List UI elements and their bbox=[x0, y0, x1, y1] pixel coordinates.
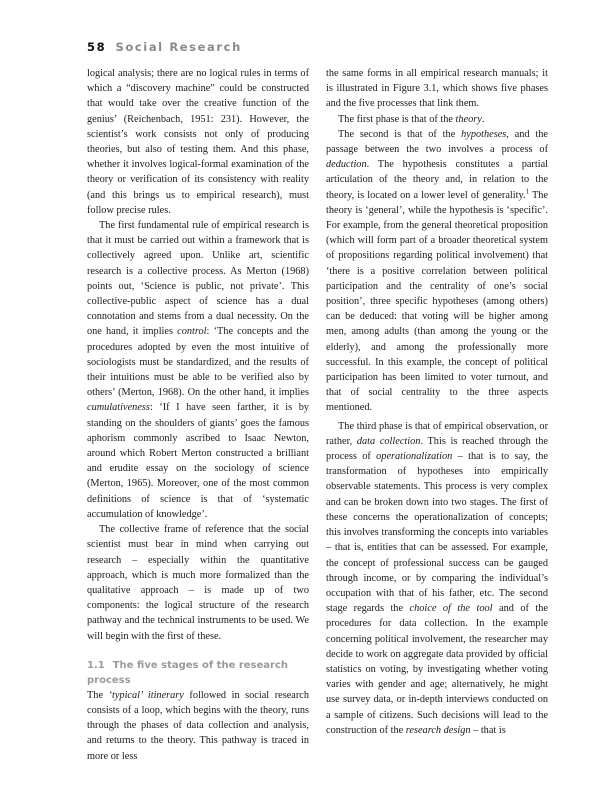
emphasis-research-design: research design bbox=[405, 724, 471, 736]
text-run: : ‘The concepts and the procedures adopted by even the most intuitive of sociologists must be standardized, and the results of their intuitions must be able to be verified also by others’ (Merton, 1968). On the other hand, it implies bbox=[87, 326, 309, 399]
emphasis-cumulativeness: cumulativeness bbox=[87, 402, 150, 414]
section-title: The five stages of the research process bbox=[87, 659, 289, 686]
right-paragraph-1: the same forms in all empirical research manuals; it is illustrated in Figure 3.1, which shows five phases and the five processes that link them. bbox=[326, 68, 548, 110]
text-run: followed in social research consists of a loop, which begins with the theory, runs through the phases of data collection and analysis, and returns to the theory. This pathway is traced in more or less bbox=[87, 689, 309, 762]
text-run: The first fundamental rule of empirical research is that it must be carried out within a framework that is collectively agreed upon. Unlike art, scientific research is a collective process. As Merton (1968) points out, ‘Science is public, not private’. This collective-public aspect of science has a dual connotation and stems from a dual necessity. On the one hand, it implies bbox=[87, 220, 309, 338]
text-run: The second is that of the bbox=[338, 128, 462, 140]
emphasis-typical-itinerary: ‘typical’ itinerary bbox=[108, 689, 184, 701]
emphasis-control: control bbox=[177, 326, 207, 338]
left-paragraph-3: The collective frame of reference that the social scientist must bear in mind when carrying out research – especially within the quantitative approach, which is much more formalized than the qualitative approach – is made up of two components: the logical structure of the research pathway and the technical instruments to be used. We will begin with the first of these. bbox=[87, 524, 309, 642]
section-number: 1.1 bbox=[87, 659, 105, 671]
right-paragraph-4 bbox=[326, 419, 548, 738]
text-run: . This is reached through the process of bbox=[326, 435, 549, 463]
emphasis-theory: theory bbox=[455, 113, 482, 125]
text-run: and of the procedures for data collection. In the example concerning political involvement, the researcher may decide to work on aggregate data provided by official statistics on voting, by investigating whether voting varies with gender and age; alternatively, he might use survey data, or in-depth interviews conducted on a sample of citizens. Such decisions will lead to the construction of the bbox=[326, 603, 549, 736]
right-column bbox=[326, 66, 548, 738]
emphasis-operationalization: operationalization bbox=[376, 451, 453, 463]
left-paragraph-2 bbox=[87, 218, 309, 522]
text-run: – that is bbox=[470, 724, 506, 736]
text-run: : ‘If I have seen farther, it is by standing on the shoulders of giants’ goes the famous aphorism commonly ascribed to Isaac Newton, around which Robert Merton constructed a brilliant and erudite essay on the sociology of science (Merton, 1965). Moreover, one of the most common definitions of science is that of ‘systematic accumulation of knowledge’. bbox=[87, 402, 309, 520]
running-title: Social Research bbox=[115, 40, 242, 54]
text-run: . The hypothesis constitutes a partial articulation of the theory and, in relation to the theory, is located on a lower level of generality. bbox=[326, 159, 548, 201]
emphasis-data-collection: data collection bbox=[356, 435, 421, 447]
running-header bbox=[87, 40, 242, 54]
emphasis-deduction: deduction bbox=[326, 159, 367, 171]
left-column bbox=[87, 66, 309, 764]
emphasis-hypotheses: hypotheses bbox=[461, 128, 507, 140]
emphasis-choice-of-tool: choice of the tool bbox=[409, 603, 493, 615]
right-paragraph-3 bbox=[326, 127, 548, 416]
text-run: – that is to say, the transformation of hypotheses into empirically observable statements. This process is very complex and can be broken down into two stages. The first of these concerns the operationalization of concepts; this involves transforming the concepts into variables – that is, entities that can be assessed. For example, the concept of professional success can be gauged through income, or by comparing the individual’s occupation with that of his father, etc. The second stage regards the bbox=[326, 451, 549, 615]
left-paragraph-4 bbox=[87, 688, 309, 764]
footnote-marker: 1 bbox=[525, 187, 530, 196]
page-number: 58 bbox=[87, 40, 107, 54]
left-paragraph-1: logical analysis; there are no logical rules in terms of which a “discovery machine” could be constructed that would take over the creative function of the genius’ (Reichenbach, 1951: 231). However, the scientist’s work consists not only of producing theories, but also of testing them. And this phase, whether it involves logical-formal examination of the theory or verification of its consistency with reality (and this brings us to empirical research), must follow precise rules. bbox=[87, 68, 309, 216]
text-run: The bbox=[87, 689, 109, 701]
text-run: The third phase is that of empirical observation, or rather, bbox=[326, 420, 548, 447]
right-paragraph-2 bbox=[326, 112, 548, 127]
text-run: The first phase is that of the bbox=[338, 113, 456, 125]
text-run: , and the passage between the two involves a process of bbox=[326, 128, 548, 156]
text-run: The theory is ‘general’, while the hypothesis is ‘specific’. For example, from the general theoretical proposition (which will form part of a broader theoretical system of propositions regarding political involvement) that ‘there is a positive correlation between political participation and the centrality of one’s social position’, three specific hypotheses (among others) can be deduced: that voting will be higher among men, among adults (than among the young or the elderly), and among the professionally more successful. In this example, the concept of political participation has been limited to voter turnout, and that of social centrality to the three aspects mentioned. bbox=[326, 189, 548, 414]
section-heading bbox=[87, 658, 309, 688]
text-run: . bbox=[481, 113, 485, 125]
